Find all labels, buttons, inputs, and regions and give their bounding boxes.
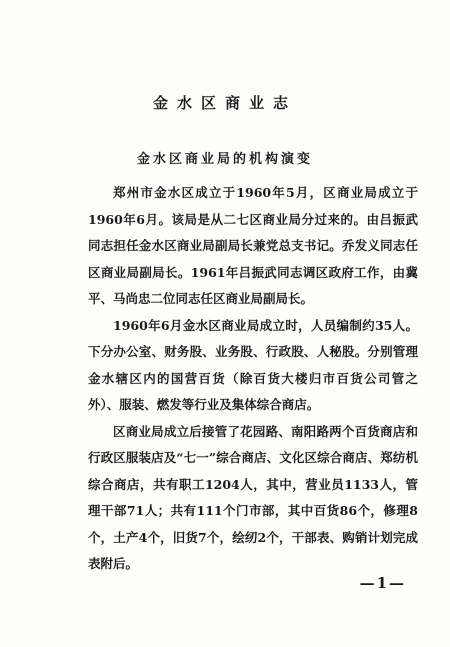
- document-title: 金水区商业志: [152, 94, 297, 112]
- section-heading: 金水区商业局的机构演变: [136, 152, 313, 167]
- body-text: [88, 180, 418, 578]
- paragraph-3: 区商业局成立后接管了花园路、南阳路两个百货商店和行政区服装店及“七一”综合商店、文化区综合商店、郑纺机综合商店，共有职工1204人，其中，营业员1133人，管理干部71人；共有111个门市部，其中百货86个，修理8个，土产4个，旧货7个，绘纫2个，干部表、购销计划完成表附后。: [88, 423, 418, 571]
- page-number: —1—: [359, 574, 406, 592]
- paragraph-2: 1960年6月金水区商业局成立时，人员编制约35人。下分办公室、财务股、业务股、行政股、人秘股。分别管理金水辖区内的国营百货（除百货大楼归市百货公司管之外）、服装、燃发等行业及集体综合商店。: [88, 317, 418, 412]
- paragraph-1: 郑州市金水区成立于1960年5月，区商业局成立于1960年6月。该局是从二七区商业局分过来的。由吕振武同志担任金水区商业局副局长兼党总支书记。乔发义同志任区商业局副局长。1961年吕振武同志调区政府工作，由冀平、马尚忠二位同志任区商业局副局长。: [88, 185, 418, 306]
